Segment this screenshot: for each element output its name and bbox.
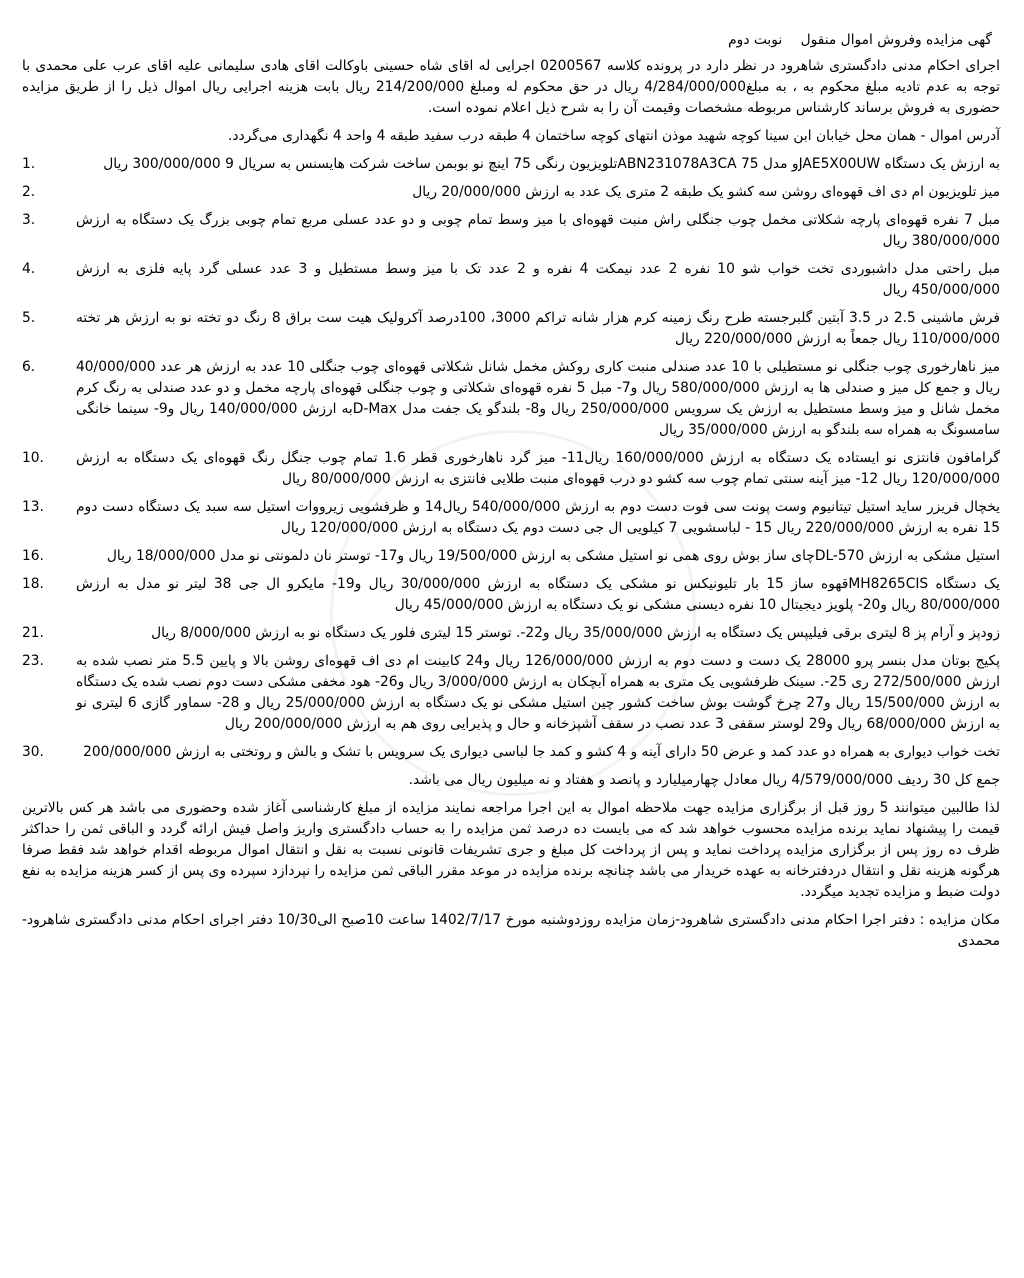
item-text: یک دستگاه MH8265CISقهوه ساز 15 بار تلیونیکس نو مشکی یک دستگاه به ارزش 30/000/000 ریال و19- مایکرو ال جی 38 لیتر نو مدل به ارزش 80/000/000 ریال و20- پلویز دیجیتال 10 نفره دیسنی مشکی نو یک دستگاه به ارزش 45/000/000 ریال [76,576,1001,613]
list-item [22,574,1000,616]
address-paragraph: آدرس اموال - همان محل خیابان ابن سینا کوچه شهید موذن انتهای کوچه ساختمان 4 طبقه درب سفید طبقه 4 واحد 4 نگهداری می‌گردد. [227,128,1000,144]
item-text: یخچال فریزر ساید استیل تیتانیوم وست پونت سی فوت دست دوم به ارزش 540/000/000 ریال14 و ظرفشویی زیرووات استیل سه سبد یک دستگاه دست دوم 15 نفره به ارزش 220/000/000 ریال 15 - لباسشویی 7 کیلویی ال جی دست دوم یک دستگاه به ارزش 120/000/000 ریال [76,499,1001,536]
list-item [22,154,1000,175]
notice-title-main: گهی مزایده وفروش اموال منقول [800,32,992,48]
item-text: به ارزش یک دستگاه JAE5X00UWو مدل ABN231078A3CA 75تلویزیون رنگی 75 اینچ نو بوبمن ساخت شرکت هایسنس به سریال 9 300/000/000 ریال [103,156,1000,172]
notice-title [22,30,1000,51]
total-paragraph: جمع کل 30 ردیف 4/579/000/000 ریال معادل چهارمیلیارد و پانصد و هفتاد و نه میلیون ریال می باشد. [408,772,1000,788]
location-paragraph: مکان مزایده : دفتر اجرا احکام مدنی دادگستری شاهرود-زمان مزایده روزدوشنبه مورخ 1402/7/17 ساعت 10صبح الی10/30 دفتر اجرای احکام مدنی دادگستری شاهرود-محمدی [22,912,1000,949]
item-text: زودپز و آرام پز 8 لیتری برقی فیلیپس یک دستگاه به ارزش 35/000/000 ریال و22-. توستر 15 لیتری فلور یک دستگاه نو به ارزش 8/000/000 ریال [151,625,1000,641]
list-item [22,546,1000,567]
intro-paragraph: اجرای احکام مدنی دادگستری شاهرود در نظر دارد در پرونده کلاسه 0200567 اجرایی له اقای شاه حسینی باوکالت اقای هادی سلیمانی علیه اقای عرب علی محمدی با توجه به عدم تادیه مبلغ محکوم به ، به مبلغ4/284/000/000 ریال در حق محکوم له ومبلغ 214/200/000 ریال بابت هزینه اجرایی ریال اموال ذیل را از طریق مزایده حضوری به فروش برساند کارشناس مربوطه مشخصات وقیمت آن را به شرح ذیل اعلام نموده است. [22,58,1001,116]
item-number: 2. [22,184,36,200]
item-number: 13. [22,499,44,515]
item-text: مبل 7 نفره قهوه‌ای پارچه شکلاتی مخمل چوب جنگلی راش منبت قهوه‌ای با میز وسط تمام چوبی و دو عدد عسلی مربع تمام چوبی بزرگ یک دستگاه به ارزش 380/000/000 ریال [76,212,1000,249]
list-item [22,182,1000,203]
item-number: 16. [22,548,44,564]
list-item [22,448,1000,490]
list-item [22,742,1000,763]
item-text: میز ناهارخوری چوب جنگلی نو مستطیلی با 10 عدد صندلی منبت کاری روکش مخمل شانل شکلاتی قهوه‌ای چوب جنگلی 10 عدد به ارزش هر عدد 40/000/000 ریال و جمع کل میز و صندلی ها به ارزش 580/000/000 ریال و7- مبل 5 نفره قهوه‌ای شکلاتی و چوب جنگلی قهوه‌ای پارچه مخمل و دو عدد صندلی به رنگ کرم مخمل شانل و میز وسط مستطیل به ارزش یک سرویس 250/000/000 ریال و8- بلندگو یک جفت مدل D-Maxبه ارزش 140/000/000 ریال و9- سینما خانگی سامسونگ به همراه سه بلندگو به ارزش 35/000/000 ریال [76,359,1001,438]
item-number: 5. [22,310,36,326]
list-item [22,210,1000,252]
item-text: استیل مشکی به ارزش DL-570چای ساز بوش روی همی نو استیل مشکی به ارزش 19/500/000 ریال و17- توستر نان دلمونتی نو مدل 18/000/000 ریال [106,548,1000,564]
item-text: میز تلویزیون ام دی اف قهوه‌ای روشن سه کشو یک طبقه 2 متری یک عدد به ارزش 20/000/000 ریال [412,184,1000,200]
item-number: 6. [22,359,36,375]
notice-round: نوبت دوم [728,32,783,48]
item-number: 4. [22,261,36,277]
item-text: تخت خواب دیواری به همراه دو عدد کمد و عرض 50 دارای آینه و 4 کشو و کمد جا لباسی دیواری یک سرویس با تشک و بالش و روتختی به ارزش 200/000/000 [83,744,1000,760]
item-text: فرش ماشینی 2.5 در 3.5 آبتین گلبرجسته طرح رنگ زمینه کرم هزار شانه تراکم 3000، 100درصد آکرولیک هیت ست براق 8 رنگ دو تخته نو به ارزش هر تخته 110/000/000 ریال جمعاً به ارزش 220/000/000 ریال [76,310,1001,347]
item-number: 3. [22,212,36,228]
list-item [22,259,1000,301]
item-number: 30. [22,744,44,760]
item-text: گرامافون فانتزی نو ایستاده یک دستگاه به ارزش 160/000/000 ریال11- میز گرد ناهارخوری قطر 1.6 تمام چوب جنگل رنگ قهوه‌ای یک دستگاه به ارزش 120/000/000 ریال 12- میز آینه سنتی تمام چوب سه کشو دو درب قهوه‌ای منبت طلایی فانتزی به ارزش 80/000/000 ریال [76,450,1001,487]
item-number: 1. [22,156,36,172]
conditions-paragraph: لذا طالبین میتوانند 5 روز قبل از برگزاری مزایده جهت ملاحظه اموال به این اجرا مراجعه نمایند مزایده از مبلغ کارشناسی آغاز شده وحضوری می باشد هر کس بالاترین قیمت را پیشنهاد نماید برنده مزایده محسوب خواهد شد که می بایست ده درصد ثمن مزایده را به حساب دادگستری واریز واصل فیش ارائه گردد و الباقی ثمن را حداکثر ظرف ده روز پس از برگزاری مزایده پرداخت نماید و پس از پرداخت کل مبلغ و جری تشریفات قانونی نسبت به نقل و انتقال اموال مربوطه اقدام خواهد شد فقط صرفا هرگونه هزینه نقل و انتقال دردفترخانه به عهده خریدار می باشد چنانچه برنده مزایده در موعد مقرر الباقی ثمن مزایده را نپردازد سپرده وی پس از کسر هزینه مزایده به نفع دولت ضبط و مزایده تجدید میگردد. [22,800,1001,900]
item-text: پکیج بوتان مدل بنسر پرو 28000 یک دست و دست دوم به ارزش 126/000/000 ریال و24 کابینت ام دی اف قهوه‌ای روشن بالا و پایین 5.5 متر نصب شده به ارزش 272/500/000 ری 25-. سینک ظرفشویی یک متری به همراه آبچکان به ارزش 3/000/000 ریال و26- هود مخفی مشکی دست دوم نصب شده یک دستگاه به ارزش 15/500/000 ریال و27 چرخ گوشت بوش ساخت کشور چین استیل مشکی نو یک دستگاه به ارزش 25/000/000 ریال و 28- سماور گازی 6 لیتری نو به ارزش 68/000/000 ریال و29 لوستر سقفی 3 عدد نصب در سقف آشپزخانه و حال و پذیرایی روی هم به ارزش 200/000/000 ریال [76,653,1001,732]
list-item [22,308,1000,350]
list-item [22,357,1000,441]
list-item [22,651,1000,735]
item-number: 10. [22,450,44,466]
list-item [22,623,1000,644]
item-number: 23. [22,653,44,669]
list-item [22,497,1000,539]
item-number: 21. [22,625,44,641]
item-text: مبل راحتی مدل داشبوردی تخت خواب شو 10 نفره 2 عدد نیمکت 4 نفره و 2 عدد تک با میز وسط مستطیل و 3 عدد عسلی گرد پایه فلزی به ارزش 450/000/000 ریال [76,261,1001,298]
item-number: 18. [22,576,44,592]
